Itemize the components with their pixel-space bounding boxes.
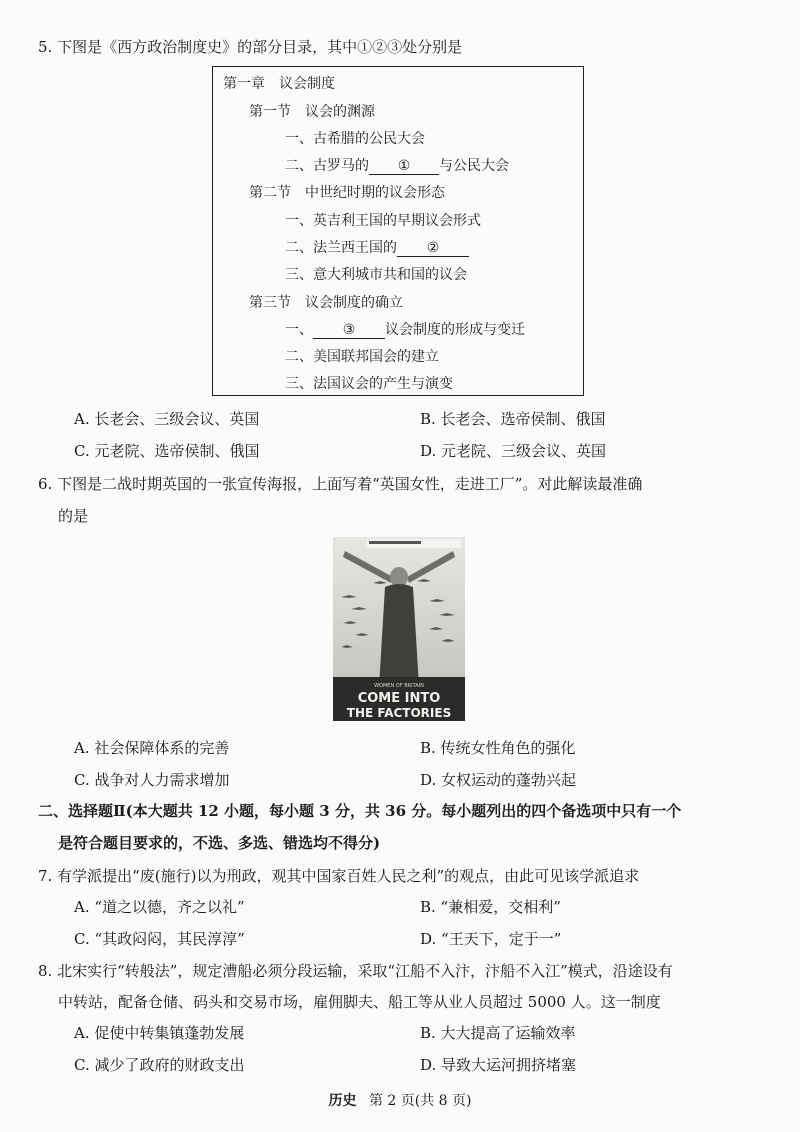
q5-option-a[interactable]: A. 长老会、三级会议、英国 (74, 410, 260, 428)
q8-option-d[interactable]: D. 导致大运河拥挤堵塞 (420, 1056, 577, 1074)
blank-2: ② (397, 240, 469, 257)
q5-stem: 5. 下图是《西方政治制度史》的部分目录，其中①②③处分别是 (38, 38, 463, 56)
propaganda-poster (333, 537, 465, 721)
page-footer (0, 1090, 800, 1110)
toc-chapter: 第一章 议会制度 (223, 76, 335, 92)
q6-option-c[interactable]: C. 战争对人力需求增加 (74, 771, 230, 789)
q5-option-b[interactable]: B. 长老会、选帝侯制、俄国 (420, 410, 606, 428)
poster-headline-line-2: THE FACTORIES (346, 706, 452, 720)
q8-stem-line-2: 中转站，配备仓储、码头和交易市场，雇佣脚夫、船工等从业人员超过 5000 人。这一制度 (58, 993, 661, 1011)
toc-s3-item-3: 三、法国议会的产生与演变 (285, 376, 453, 392)
section-2-heading-line-2: 是符合题目要求的，不选、多选、错选均不得分) (58, 834, 381, 852)
q8-stem-line-1: 8. 北宋实行“转般法”，规定漕船必须分段运输，采取“江船不入汴，汴船不入江”模式，沿途设有 (38, 962, 673, 980)
blank-3: ③ (313, 322, 385, 339)
q7-stem: 7. 有学派提出“废(施行)以为刑政，观其中国家百姓人民之利”的观点，由此可见该学派追求 (38, 867, 640, 885)
q7-option-c[interactable]: C. “其政闷闷，其民淳淳” (74, 930, 245, 948)
q8-option-a[interactable]: A. 促使中转集镇蓬勃发展 (74, 1024, 245, 1042)
q6-option-a[interactable]: A. 社会保障体系的完善 (74, 739, 230, 757)
q8-option-c[interactable]: C. 减少了政府的财政支出 (74, 1056, 245, 1074)
q6-option-b[interactable]: B. 传统女性角色的强化 (420, 739, 576, 757)
q6-stem-line-2: 的是 (58, 507, 89, 525)
toc-s1-item-1: 一、古希腊的公民大会 (285, 131, 425, 147)
q8-option-b[interactable]: B. 大大提高了运输效率 (420, 1024, 576, 1042)
toc-s2-item-3: 三、意大利城市共和国的议会 (285, 267, 467, 283)
toc-s3-item-2: 二、美国联邦国会的建立 (285, 349, 439, 365)
poster-small-text: WOMEN OF BRITAIN (374, 683, 424, 689)
q7-option-a[interactable]: A. “道之以德，齐之以礼” (74, 898, 245, 916)
toc-section-3: 第三节 议会制度的确立 (249, 295, 403, 311)
poster-headline-line-1: COME INTO (357, 691, 441, 706)
toc-section-1: 第一节 议会的渊源 (249, 104, 375, 120)
toc-s2-item-2-prefix: 二、法兰西王国的 (285, 240, 397, 256)
q5-option-c[interactable]: C. 元老院、选帝侯制、俄国 (74, 442, 260, 460)
q5-table-of-contents (212, 66, 584, 396)
q7-option-b[interactable]: B. “兼相爱，交相利” (420, 898, 561, 916)
q6-option-d[interactable]: D. 女权运动的蓬勃兴起 (420, 771, 577, 789)
toc-s1-item-2-suffix: 与公民大会 (439, 158, 509, 174)
toc-s2-item-1: 一、英吉利王国的早期议会形式 (285, 213, 481, 229)
toc-s3-item-1-prefix: 一、 (285, 322, 313, 338)
blank-1: ① (369, 158, 439, 175)
q5-option-d[interactable]: D. 元老院、三级会议、英国 (420, 442, 607, 460)
toc-s3-item-1-suffix: 议会制度的形成与变迁 (385, 322, 525, 338)
footer-subject: 历史 (328, 1093, 357, 1109)
toc-s2-item-2 (285, 237, 469, 257)
poster-illustration (333, 537, 465, 721)
section-2-heading-line-1: 二、选择题Ⅱ(本大题共 12 小题，每小题 3 分，共 36 分。每小题列出的四个备选项中只有一个 (38, 802, 682, 820)
q7-option-d[interactable]: D. “王天下，定于一” (420, 930, 562, 948)
footer-page-number: 第 2 页(共 8 页) (368, 1093, 472, 1109)
q6-stem-line-1: 6. 下图是二战时期英国的一张宣传海报，上面写着“英国女性，走进工厂”。对此解读最准确 (38, 475, 643, 493)
toc-s3-item-1 (285, 319, 525, 339)
toc-s1-item-2-prefix: 二、古罗马的 (285, 158, 369, 174)
toc-s1-item-2 (285, 155, 509, 175)
toc-section-2: 第二节 中世纪时期的议会形态 (249, 185, 445, 201)
